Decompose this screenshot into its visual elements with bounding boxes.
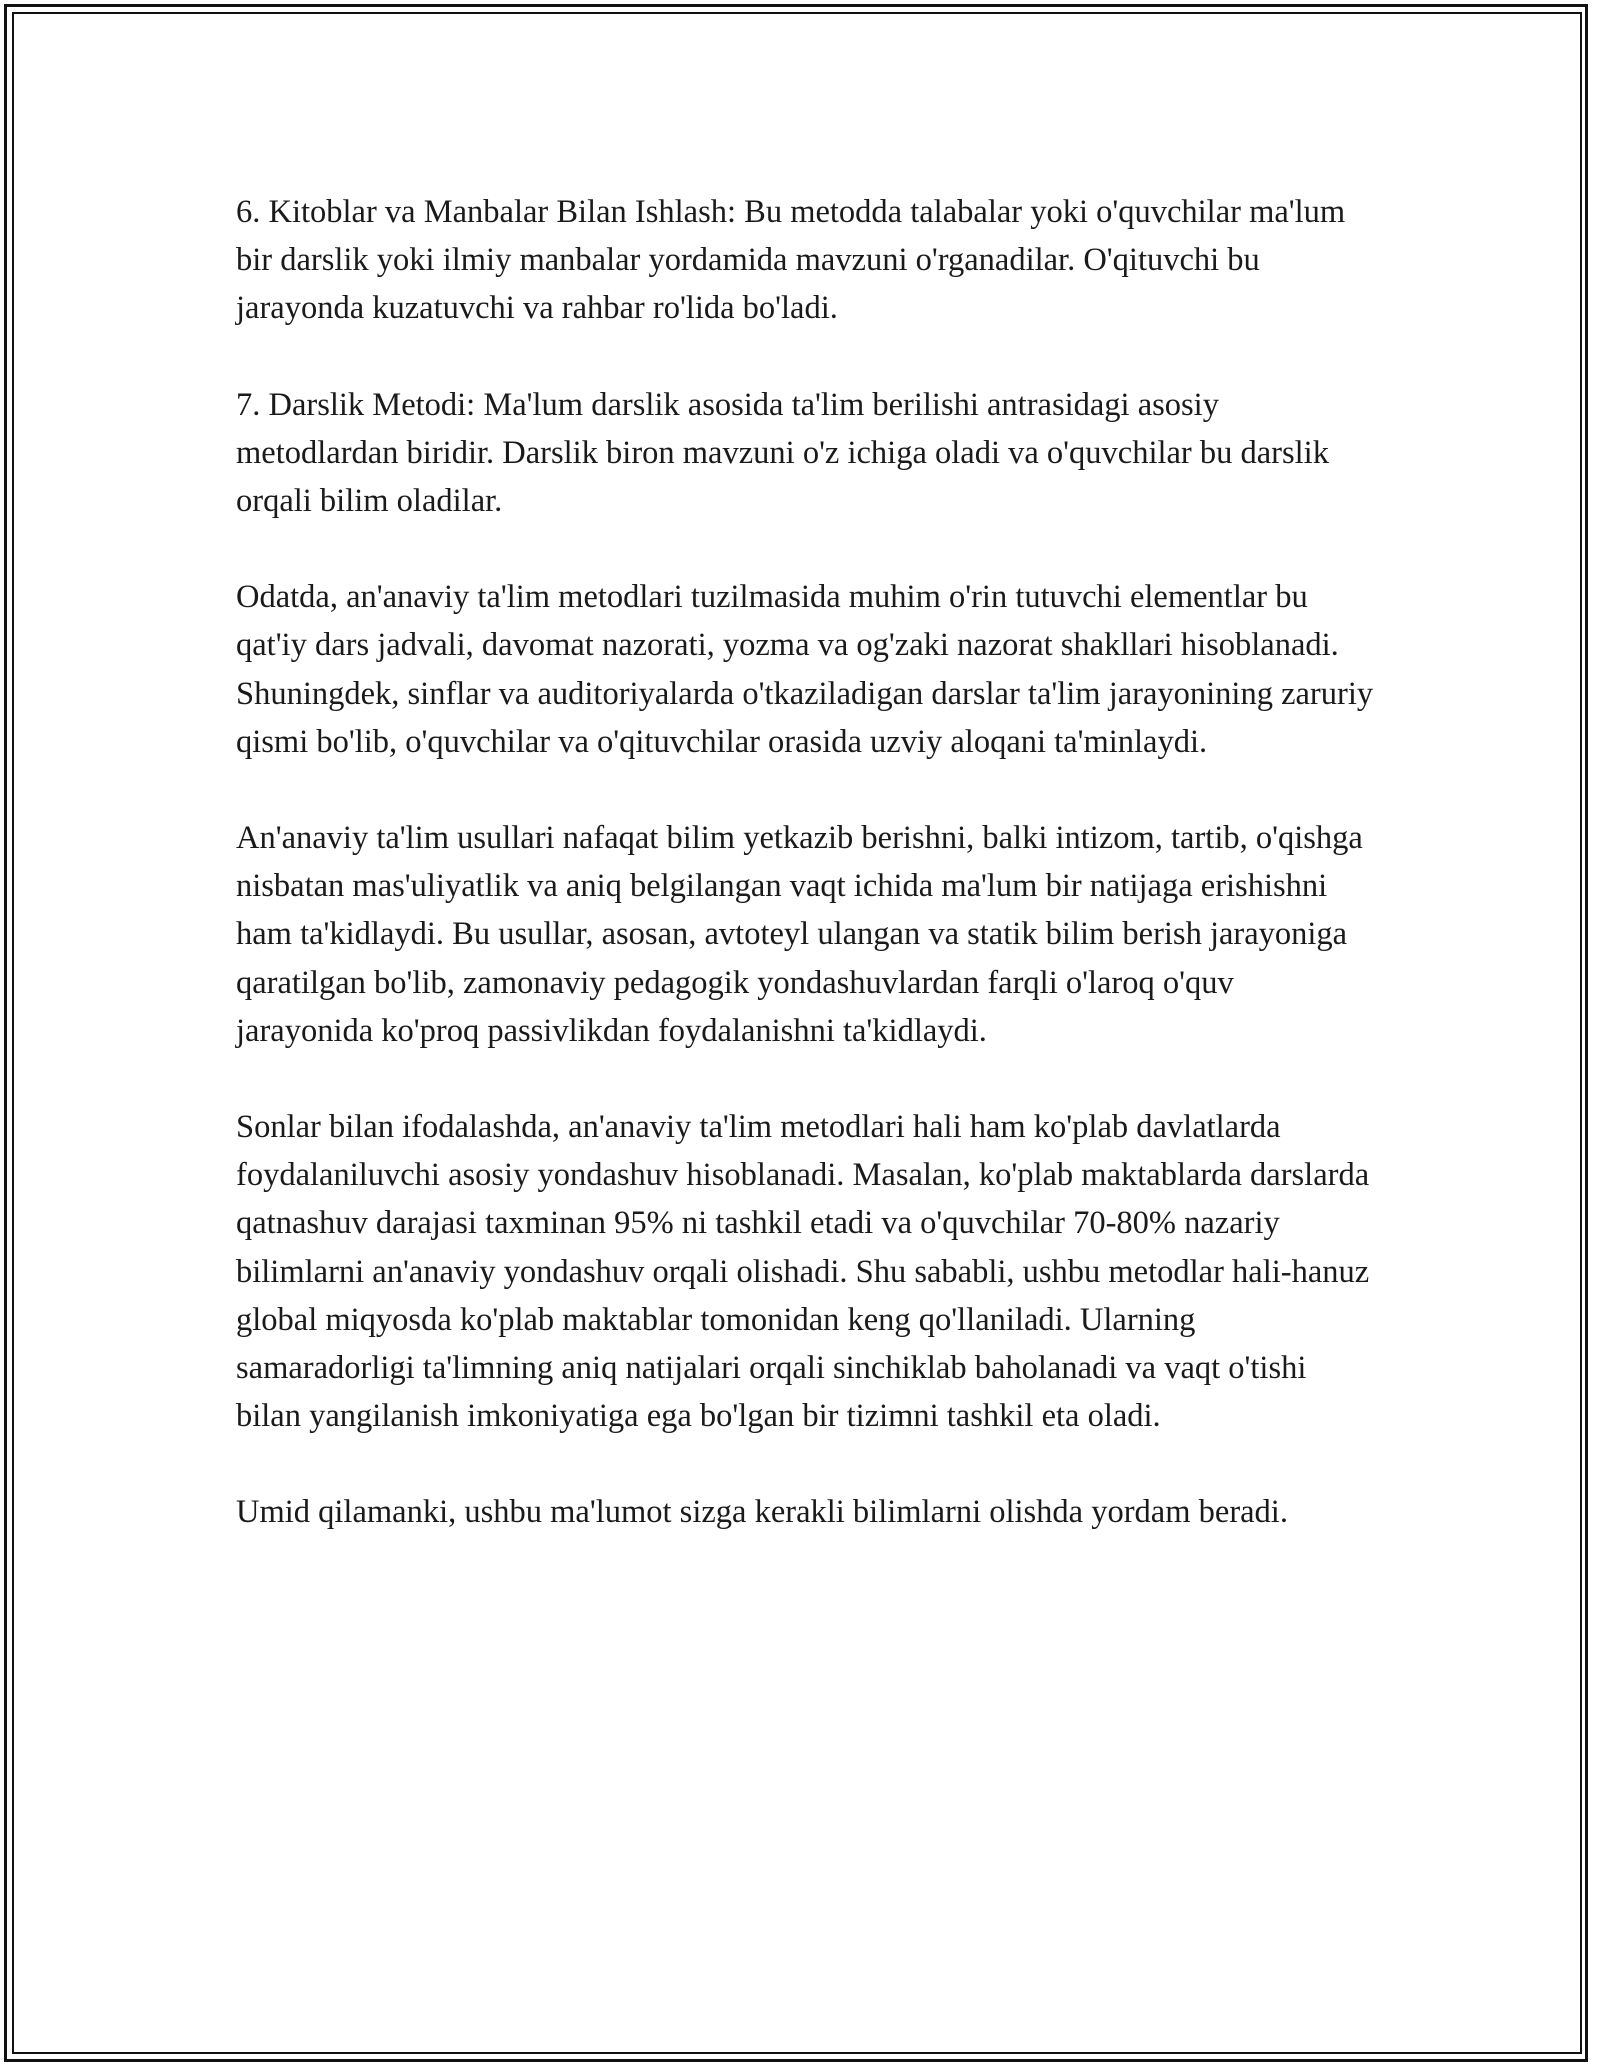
paragraph-closing: Umid qilamanki, ushbu ma'lumot sizga kerakli bilimlarni olishda yordam beradi.	[236, 1494, 1288, 1531]
paragraph-traditional-structure: Odatda, an'anaviy ta'lim metodlari tuzilmasida muhim o'rin tutuvchi elementlar bu qat'iy dars jadvali, davomat nazorati, yozma va og'zaki nazorat shakllari hisoblanadi. Shuningdek, sinflar va auditoriyalarda o'tkaziladigan darslar ta'lim jarayonining zaruriy qismi bo'lib, o'quvchilar va o'qituvchilar orasida uzviy aloqani ta'minlaydi.	[236, 579, 1374, 760]
paragraph-books-and-sources-method: 6. Kitoblar va Manbalar Bilan Ishlash: Bu metodda talabalar yoki o'quvchilar ma'lum bir darslik yoki ilmiy manbalar yordamida mavzuni o'rganadilar. O'qituvchi bu jarayonda kuzatuvchi va rahbar ro'lida bo'ladi.	[236, 194, 1346, 327]
document-body	[236, 188, 1376, 1537]
paragraph-textbook-method: 7. Darslik Metodi: Ma'lum darslik asosida ta'lim berilishi antrasidagi asosiy metodlardan biridir. Darslik biron mavzuni o'z ichiga oladi va o'quvchilar bu darslik orqali bilim oladilar.	[236, 386, 1329, 520]
paragraph-statistics: Sonlar bilan ifodalashda, an'anaviy ta'lim metodlari hali ham ko'plab davlatlarda foydalaniluvchi asosiy yondashuv hisoblanadi. Masalan, ko'plab maktablarda darslarda qatnashuv darajasi taxminan 95% ni tashkil etadi va o'quvchilar 70-80% nazariy bilimlarni an'anaviy yondashuv orqali olishadi. Shu sababli, ushbu metodlar hali-hanuz global miqyosda ko'plab maktablar tomonidan keng qo'llaniladi. Ularning samaradorligi ta'limning aniq natijalari orqali sinchiklab baholanadi va vaqt o'tishi bilan yangilanish imkoniyatiga ega bo'lgan bir tizimni tashkil eta oladi.	[236, 1109, 1370, 1435]
paragraph-traditional-methods-emphasis: An'anaviy ta'lim usullari nafaqat bilim yetkazib berishni, balki intizom, tartib, o'qishga nisbatan mas'uliyatlik va aniq belgilangan vaqt ichida ma'lum bir natijaga erishishni ham ta'kidlaydi. Bu usullar, asosan, avtoteyl ulangan va statik bilim berish jarayoniga qaratilgan bo'lib, zamonaviy pedagogik yondashuvlardan farqli o'laroq o'quv jarayonida ko'proq passivlikdan foydalanishni ta'kidlaydi.	[236, 820, 1363, 1049]
